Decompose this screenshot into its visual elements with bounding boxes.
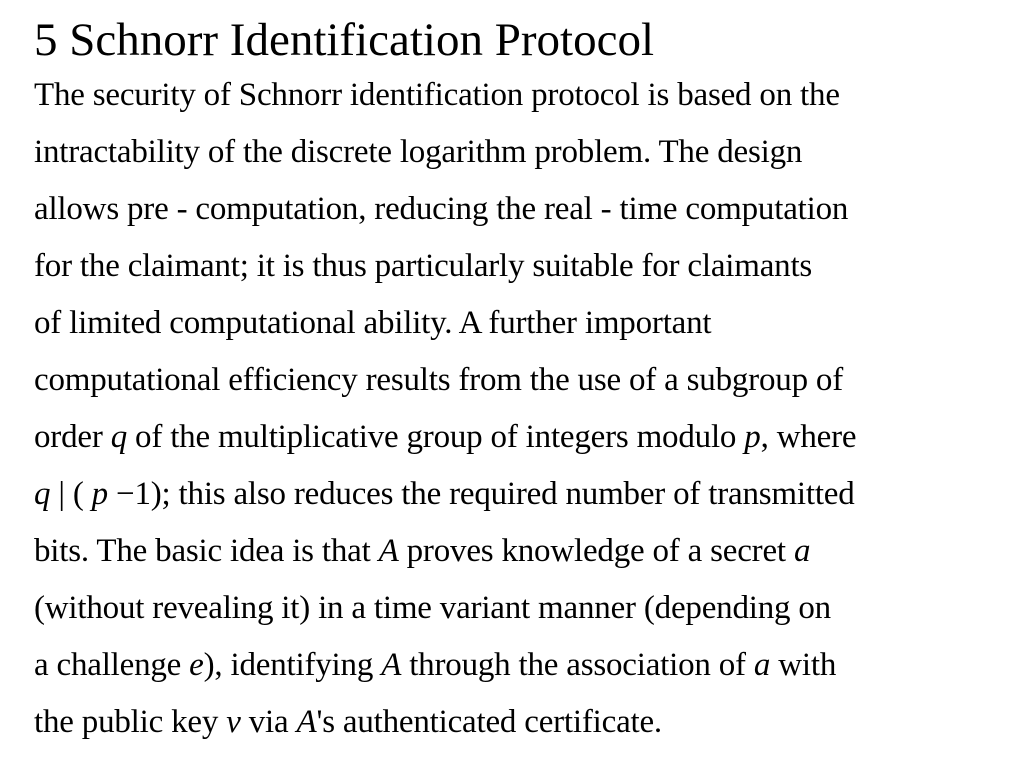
text-segment: ), identifying <box>203 647 382 683</box>
math-var: A <box>381 647 402 683</box>
math-var: a <box>753 647 771 683</box>
math-var: q <box>110 419 127 455</box>
text-segment: , where <box>760 419 857 455</box>
text-segment: of the multiplicative group of integers modulo <box>127 419 745 455</box>
body-line: computational efficiency results from the use of a subgroup of <box>34 362 844 398</box>
text-segment: a challenge <box>34 647 190 683</box>
text-segment: through the association of <box>401 647 754 683</box>
math-var: a <box>793 533 811 569</box>
body-line <box>34 409 994 466</box>
body-line <box>34 523 994 580</box>
math-var: e <box>189 647 204 683</box>
math-var: v <box>226 704 241 740</box>
body-line <box>34 466 994 523</box>
body-line: (without revealing it) in a time variant manner (depending on <box>34 590 831 626</box>
body-line: for the claimant; it is thus particularly suitable for claimants <box>34 248 813 284</box>
body-line: intractability of the discrete logarithm problem. The design <box>34 134 803 170</box>
text-segment: via <box>240 704 297 740</box>
math-var: A <box>296 704 317 740</box>
text-segment: bits. The basic idea is that <box>34 533 379 569</box>
math-var: p <box>91 476 108 512</box>
slide-title: 5 Schnorr Identification Protocol <box>34 14 654 66</box>
body-line: The security of Schnorr identification protocol is based on the <box>34 77 840 113</box>
text-segment: the public key <box>34 704 227 740</box>
text-segment: proves knowledge of a secret <box>398 533 794 569</box>
math-var: A <box>378 533 399 569</box>
math-var: p <box>744 419 761 455</box>
math-var: q <box>34 476 51 512</box>
body-line <box>34 637 994 694</box>
text-segment: 's authenticated certificate. <box>316 704 662 740</box>
text-segment: −1); this also reduces the required number of transmitted <box>107 476 855 512</box>
body-text <box>34 67 994 751</box>
body-line <box>34 694 994 751</box>
text-segment: order <box>34 419 111 455</box>
body-line: allows pre - computation, reducing the real - time computation <box>34 191 849 227</box>
text-segment: with <box>770 647 837 683</box>
text-segment: | ( <box>50 476 92 512</box>
body-line: of limited computational ability. A further important <box>34 305 712 341</box>
